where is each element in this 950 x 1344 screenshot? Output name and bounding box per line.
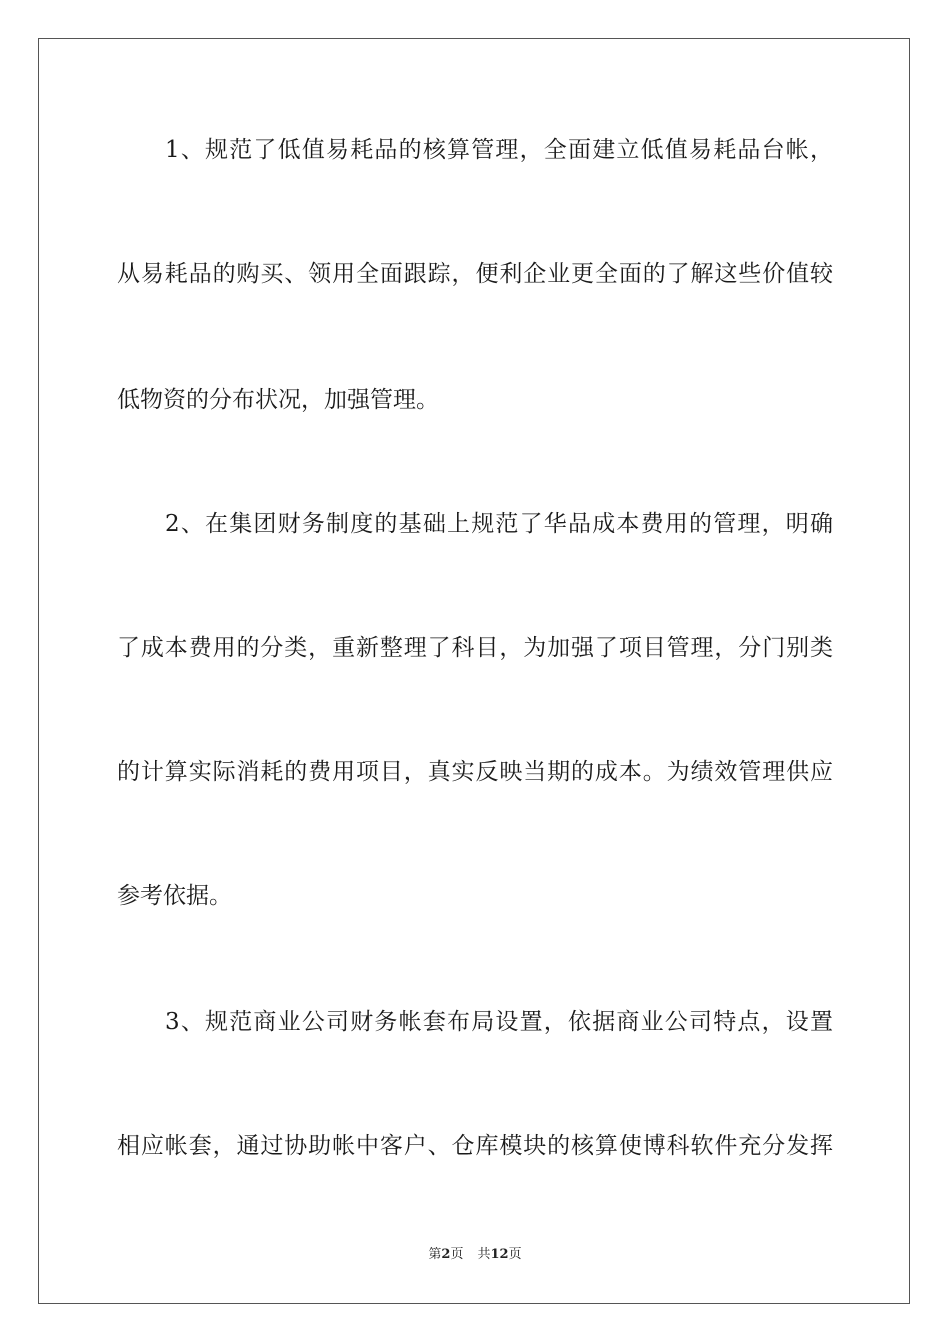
- paragraph-2-line-1: 2、在集团财务制度的基础上规范了华品成本费用的管理，明确: [165, 511, 833, 537]
- page-prefix: 第: [428, 1247, 442, 1262]
- paragraph-1-line-2: 从易耗品的购买、领用全面跟踪，便利企业更全面的了解这些价值较: [117, 261, 833, 287]
- total-pages: 12: [490, 1247, 509, 1262]
- paragraph-1-line-3: 低物资的分布状况，加强管理。: [117, 387, 439, 413]
- total-prefix: 共: [477, 1247, 491, 1262]
- paragraph-3-line-1: 3、规范商业公司财务帐套布局设置，依据商业公司特点，设置: [165, 1009, 833, 1035]
- total-suffix: 页: [508, 1247, 522, 1262]
- paragraph-3-line-2: 相应帐套，通过协助帐中客户、仓库模块的核算使博科软件充分发挥: [117, 1133, 833, 1159]
- page-suffix: 页: [450, 1247, 464, 1262]
- paragraph-2-line-3: 的计算实际消耗的费用项目，真实反映当期的成本。为绩效管理供应: [117, 759, 833, 785]
- page-frame: [38, 38, 910, 1304]
- page-footer: [0, 1246, 950, 1264]
- paragraph-2-line-2: 了成本费用的分类，重新整理了科目，为加强了项目管理，分门别类: [117, 635, 833, 661]
- page-number: 2: [441, 1247, 451, 1262]
- paragraph-1-line-1: 1、规范了低值易耗品的核算管理，全面建立低值易耗品台帐，: [165, 137, 833, 163]
- paragraph-2-line-4: 参考依据。: [117, 883, 232, 909]
